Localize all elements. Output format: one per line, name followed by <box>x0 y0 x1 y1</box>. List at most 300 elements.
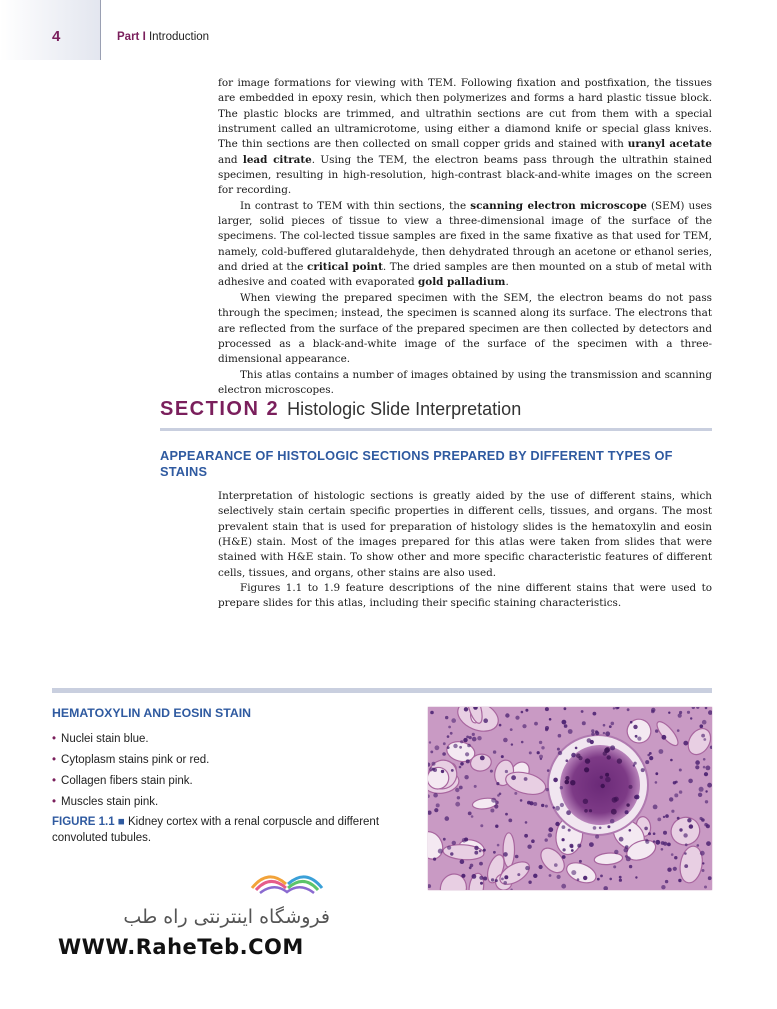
cell-nucleus <box>605 731 610 736</box>
caption-square-icon: ■ <box>117 816 125 828</box>
cell-nucleus <box>609 725 612 728</box>
cell-nucleus <box>464 707 468 711</box>
cell-nucleus <box>504 875 508 879</box>
cell-nucleus <box>684 864 688 868</box>
cell-nucleus <box>591 729 594 732</box>
cell-nucleus <box>555 822 559 826</box>
cell-nucleus <box>575 747 578 750</box>
cell-nucleus <box>562 838 565 841</box>
figure-bullet <box>52 750 209 771</box>
cell-nucleus <box>480 824 483 827</box>
cell-nucleus <box>515 716 519 720</box>
cell-nucleus <box>568 729 573 734</box>
cell-nucleus <box>451 718 456 723</box>
cell-nucleus <box>667 843 671 847</box>
cell-nucleus <box>528 881 531 884</box>
cell-nucleus <box>609 878 612 881</box>
cell-nucleus <box>674 793 678 797</box>
cell-nucleus <box>443 838 446 841</box>
cell-nucleus <box>539 755 543 759</box>
cell-nucleus <box>472 737 477 742</box>
cell-nucleus <box>450 732 453 735</box>
cell-nucleus <box>665 880 668 883</box>
cell-nucleus <box>701 818 705 822</box>
cell-nucleus <box>479 862 483 866</box>
text-run: When viewing the prepared specimen with the SEM, the electron beams do not pass through the specimen; instead, the specimen is scanned along its surface. The electrons that are reflected from the surface of the prepared specimen are then collected by detectors and processed as a black-and-white image of the surface of the specimen with a three-dimensional appearance. <box>218 291 712 366</box>
cell-nucleus <box>663 831 667 835</box>
cell-nucleus <box>644 827 648 831</box>
cell-nucleus <box>453 744 457 748</box>
figure-bullet-text: Cytoplasm stains pink or red. <box>61 754 210 766</box>
cell-nucleus <box>455 802 460 807</box>
cell-nucleus <box>562 720 567 725</box>
cell-nucleus <box>583 876 587 880</box>
cell-nucleus <box>625 810 629 814</box>
cell-nucleus <box>699 787 704 792</box>
part-title: Introduction <box>148 31 210 43</box>
text-run: for image formations for viewing with TEM. Following fixation and postfixation, the tissues are embedded in epoxy resin, which then polymerizes and forms a hard plastic tissue block. The plastic blocks are trimmed, and ultrathin sections are cut from them with a special instrument called an ultramicrotome, using either a diamond knife or special glass knives. The thin sections are then collected on small copper grids and stained with <box>218 77 712 151</box>
cell-nucleus <box>531 839 535 843</box>
cell-nucleus <box>452 841 456 845</box>
cell-nucleus <box>584 809 588 813</box>
cell-nucleus <box>595 835 599 839</box>
part-label: Part I <box>117 31 146 43</box>
cell-nucleus <box>629 785 633 789</box>
cell-nucleus <box>442 752 446 756</box>
cell-nucleus <box>706 766 711 771</box>
paragraph <box>218 199 712 291</box>
cell-nucleus <box>641 768 645 772</box>
cell-nucleus <box>605 747 610 752</box>
paragraph <box>218 368 712 399</box>
cell-nucleus <box>651 708 655 712</box>
cell-nucleus <box>472 733 475 736</box>
cell-nucleus <box>479 876 483 880</box>
cell-nucleus <box>505 713 509 717</box>
cell-nucleus <box>653 832 656 835</box>
cell-nucleus <box>549 874 552 877</box>
cell-nucleus <box>613 707 615 709</box>
cell-nucleus <box>479 850 482 853</box>
cell-nucleus <box>603 732 605 734</box>
cell-nucleus <box>702 720 707 725</box>
cell-nucleus <box>438 849 443 854</box>
cell-nucleus <box>610 745 615 750</box>
cell-nucleus <box>667 868 671 872</box>
cell-nucleus <box>471 815 474 818</box>
cell-nucleus <box>557 875 561 879</box>
watermark-url: WWW.RaheTeb.COM <box>58 935 304 959</box>
cell-nucleus <box>557 748 560 751</box>
cell-nucleus <box>703 738 706 741</box>
cell-nucleus <box>433 793 438 798</box>
cell-nucleus <box>560 786 563 789</box>
cell-nucleus <box>527 845 531 849</box>
cell-nucleus <box>595 730 598 733</box>
cell-nucleus <box>661 848 664 851</box>
cell-nucleus <box>704 772 708 776</box>
cell-nucleus <box>466 759 470 763</box>
cell-nucleus <box>447 735 450 738</box>
cell-nucleus <box>601 784 605 788</box>
cell-nucleus <box>546 788 549 791</box>
cell-nucleus <box>701 734 705 738</box>
cell-nucleus <box>704 886 707 889</box>
cell-nucleus <box>468 812 472 816</box>
figure-bullet-text: Nuclei stain blue. <box>61 733 149 745</box>
cell-nucleus <box>617 758 622 763</box>
text-run: In contrast to TEM with thin sections, the <box>240 199 471 212</box>
cell-nucleus <box>561 884 566 889</box>
book-logo-icon <box>246 862 328 896</box>
cell-nucleus <box>629 829 632 832</box>
cell-nucleus <box>607 755 611 759</box>
bold-term: scanning electron microscope <box>470 199 647 212</box>
cell-nucleus <box>432 768 435 771</box>
cell-nucleus <box>564 707 567 710</box>
cell-nucleus <box>568 829 571 832</box>
cell-nucleus <box>493 851 496 854</box>
cell-nucleus <box>495 879 498 882</box>
cell-nucleus <box>585 758 590 763</box>
cell-nucleus <box>529 751 532 754</box>
cell-nucleus <box>459 766 462 769</box>
cell-nucleus <box>549 718 552 721</box>
cell-nucleus <box>480 882 483 885</box>
cell-nucleus <box>705 790 707 792</box>
cell-nucleus <box>541 746 544 749</box>
cell-nucleus <box>503 881 507 885</box>
cell-nucleus <box>687 711 690 714</box>
cell-nucleus <box>704 823 708 827</box>
cell-nucleus <box>633 725 637 729</box>
section-name: Histologic Slide Interpretation <box>287 399 522 419</box>
cell-nucleus <box>633 764 635 766</box>
cell-nucleus <box>662 735 667 740</box>
cell-nucleus <box>467 744 471 748</box>
cell-nucleus <box>447 746 450 749</box>
cell-nucleus <box>435 745 440 750</box>
cell-nucleus <box>689 824 693 828</box>
cell-nucleus <box>629 865 632 868</box>
cell-nucleus <box>679 828 682 831</box>
cell-nucleus <box>684 852 687 855</box>
text-run: . Using the TEM, the electron beams pass through the ultrathin stained specimen, resulting in high-resolution, high-contrast black-and-white images on the screen for recording. <box>218 153 712 197</box>
cell-nucleus <box>539 741 542 744</box>
cell-nucleus <box>496 782 499 785</box>
section-rule <box>160 428 712 431</box>
cell-nucleus <box>607 825 610 828</box>
cell-nucleus <box>474 846 478 850</box>
body-text-top <box>218 76 712 398</box>
cell-nucleus <box>474 785 477 788</box>
cell-nucleus <box>545 728 548 731</box>
cell-nucleus <box>648 832 651 835</box>
cell-nucleus <box>584 767 589 772</box>
cell-nucleus <box>545 805 548 808</box>
cell-nucleus <box>653 840 655 842</box>
cell-nucleus <box>619 837 624 842</box>
cell-nucleus <box>600 776 603 779</box>
cell-nucleus <box>600 875 603 878</box>
cell-nucleus <box>522 724 526 728</box>
cell-nucleus <box>524 834 528 838</box>
cell-nucleus <box>683 833 687 837</box>
cell-nucleus <box>581 710 584 713</box>
cell-nucleus <box>525 866 529 870</box>
cell-nucleus <box>577 878 580 881</box>
cell-nucleus <box>483 877 487 881</box>
cell-nucleus <box>655 840 660 845</box>
cell-nucleus <box>514 792 517 795</box>
cell-nucleus <box>565 780 570 785</box>
cell-nucleus <box>645 760 649 764</box>
cell-nucleus <box>663 842 667 846</box>
cell-nucleus <box>505 770 508 773</box>
cell-nucleus <box>469 866 472 869</box>
cell-nucleus <box>576 753 581 758</box>
micrograph-image <box>428 707 712 890</box>
cell-nucleus <box>547 769 550 772</box>
cell-nucleus <box>529 801 533 805</box>
cell-nucleus <box>560 803 564 807</box>
cell-nucleus <box>459 786 463 790</box>
cell-nucleus <box>558 751 562 755</box>
cell-nucleus <box>614 797 619 802</box>
header-shade <box>0 0 100 60</box>
cell-nucleus <box>564 724 568 728</box>
cell-nucleus <box>464 775 468 779</box>
cell-nucleus <box>605 773 609 777</box>
cell-nucleus <box>558 734 562 738</box>
cell-nucleus <box>577 844 581 848</box>
cell-nucleus <box>635 795 640 800</box>
cell-nucleus <box>690 717 692 719</box>
cell-nucleus <box>494 804 498 808</box>
cell-nucleus <box>590 740 594 744</box>
cell-nucleus <box>511 775 516 780</box>
cell-nucleus <box>474 851 478 855</box>
cell-nucleus <box>570 780 575 785</box>
cell-nucleus <box>539 865 543 869</box>
bold-term: uranyl acetate <box>627 138 712 151</box>
cell-nucleus <box>455 788 459 792</box>
text-run: and <box>218 153 243 166</box>
cell-nucleus <box>700 724 704 728</box>
figure-label: FIGURE 1.1 <box>52 816 115 828</box>
cell-nucleus <box>637 737 641 741</box>
cell-nucleus <box>483 718 488 723</box>
subsection-heading: APPEARANCE OF HISTOLOGIC SECTIONS PREPARED BY DIFFERENT TYPES OF STAINS <box>160 448 673 479</box>
cell-nucleus <box>675 781 678 784</box>
cell-nucleus <box>626 803 629 806</box>
cell-nucleus <box>443 742 446 745</box>
cell-nucleus <box>469 736 472 739</box>
paragraph <box>218 581 712 612</box>
cell-nucleus <box>627 708 630 711</box>
text-run: (SEM) uses larger, solid pieces of tissue to view a three-dimensional image of the surface of the specimens. The col-lected tissue samples are fixed in the same fixative as that used for TEM, namely, cold-buffered glutaraldehyde, then dehydrated through an acetone or ethanol series, and dried at the <box>218 199 713 274</box>
cell-nucleus <box>499 724 502 727</box>
cell-nucleus <box>661 885 665 889</box>
cell-nucleus <box>655 729 658 732</box>
cell-nucleus <box>589 809 592 812</box>
cell-nucleus <box>517 873 520 876</box>
cell-nucleus <box>563 848 566 851</box>
figure-bullet <box>52 729 209 750</box>
paragraph <box>218 76 712 199</box>
cell-nucleus <box>537 751 540 754</box>
section-number: SECTION 2 <box>160 398 280 420</box>
cell-nucleus <box>555 806 560 811</box>
figure-bullet <box>52 771 209 792</box>
bullet-dot-icon: • <box>52 796 57 808</box>
cell-nucleus <box>430 711 434 715</box>
cell-nucleus <box>533 802 537 806</box>
cell-nucleus <box>501 755 504 758</box>
cell-nucleus <box>562 855 566 859</box>
cell-nucleus <box>545 838 548 841</box>
cell-nucleus <box>430 751 433 754</box>
figure-bullet <box>52 792 209 813</box>
kidney-cortex-micrograph <box>428 707 712 890</box>
body-text-section <box>218 489 712 612</box>
bold-term: critical point <box>307 261 383 274</box>
paragraph <box>218 291 712 368</box>
tubule-lumen <box>503 833 514 867</box>
cell-nucleus <box>619 879 622 882</box>
cell-nucleus <box>451 769 454 772</box>
cell-nucleus <box>668 712 670 714</box>
cell-nucleus <box>613 865 616 868</box>
cell-nucleus <box>583 799 588 804</box>
figure-bullet-text: Muscles stain pink. <box>61 796 159 808</box>
cell-nucleus <box>460 859 465 864</box>
watermark-store-name: فروشگاه اینترنتی راه طب <box>123 906 330 928</box>
cell-nucleus <box>593 826 597 830</box>
cell-nucleus <box>448 726 451 729</box>
cell-nucleus <box>520 799 523 802</box>
cell-nucleus <box>429 741 431 743</box>
page-number: 4 <box>52 28 61 45</box>
text-run: Figures 1.1 to 1.9 feature descriptions of the nine different stains that were used to prepare slides for this atlas, including their specific staining characteristics. <box>218 582 712 610</box>
cell-nucleus <box>447 846 451 850</box>
cell-nucleus <box>706 841 711 846</box>
cell-nucleus <box>619 876 622 879</box>
cell-nucleus <box>655 772 658 775</box>
cell-nucleus <box>434 808 438 812</box>
cell-nucleus <box>655 781 658 784</box>
cell-nucleus <box>670 759 673 762</box>
cell-nucleus <box>611 809 617 815</box>
cell-nucleus <box>515 855 519 859</box>
cell-nucleus <box>624 848 629 853</box>
bullet-dot-icon: • <box>52 733 57 745</box>
cell-nucleus <box>671 853 674 856</box>
cell-nucleus <box>433 858 436 861</box>
cell-nucleus <box>649 756 653 760</box>
cell-nucleus <box>441 770 444 773</box>
text-run: This atlas contains a number of images obtained by using the transmission and scanning electron microscopes. <box>218 368 712 396</box>
cell-nucleus <box>566 810 571 815</box>
cell-nucleus <box>497 794 500 797</box>
cell-nucleus <box>605 777 611 783</box>
cell-nucleus <box>445 816 450 821</box>
cell-nucleus <box>483 849 486 852</box>
cell-nucleus <box>669 797 673 801</box>
cell-nucleus <box>503 852 508 857</box>
cell-nucleus <box>450 852 453 855</box>
cell-nucleus <box>707 783 712 788</box>
cell-nucleus <box>677 817 680 820</box>
cell-nucleus <box>541 804 544 807</box>
cell-nucleus <box>687 818 691 822</box>
cell-nucleus <box>565 776 569 780</box>
cell-nucleus <box>695 765 699 769</box>
cell-nucleus <box>463 738 467 742</box>
running-head <box>117 31 209 43</box>
cell-nucleus <box>525 709 528 712</box>
cell-nucleus <box>460 740 463 743</box>
cell-nucleus <box>653 805 658 810</box>
cell-nucleus <box>472 874 477 879</box>
cell-nucleus <box>673 867 677 871</box>
cell-nucleus <box>548 827 553 832</box>
header-divider <box>100 0 101 60</box>
cell-nucleus <box>659 749 664 754</box>
cell-nucleus <box>635 876 637 878</box>
cell-nucleus <box>698 793 702 797</box>
cell-nucleus <box>510 728 513 731</box>
cell-nucleus <box>465 752 469 756</box>
cell-nucleus <box>553 806 555 808</box>
cell-nucleus <box>497 844 500 847</box>
cell-nucleus <box>702 862 704 864</box>
cell-nucleus <box>603 724 606 727</box>
cell-nucleus <box>503 738 508 743</box>
cell-nucleus <box>571 753 576 758</box>
cell-nucleus <box>610 819 615 824</box>
cell-nucleus <box>679 711 682 714</box>
bold-term: lead citrate <box>242 153 312 166</box>
cell-nucleus <box>480 756 485 761</box>
cell-nucleus <box>688 779 693 784</box>
cell-nucleus <box>534 722 538 726</box>
text-run: Interpretation of histologic sections is greatly aided by the use of different stains, which selectively stain certain specific properties in different cells, tissues, and organs. The most prevalent stain that is used for preparation of histology slides is the hematoxylin and eosin (H&E) stain. Most of the images prepared for this atlas were taken from slides that were stained with H&E stain. To show other and more specific characteristic features of different cells, tissues, and organs, other stains are also used. <box>218 490 712 579</box>
cell-nucleus <box>491 878 494 881</box>
cell-nucleus <box>645 839 648 842</box>
cell-nucleus <box>674 856 677 859</box>
cell-nucleus <box>677 729 680 732</box>
cell-nucleus <box>571 870 576 875</box>
cell-nucleus <box>445 716 448 719</box>
cell-nucleus <box>702 869 705 872</box>
cell-nucleus <box>464 838 468 842</box>
cell-nucleus <box>635 735 638 738</box>
cell-nucleus <box>611 722 615 726</box>
cell-nucleus <box>683 741 688 746</box>
cell-nucleus <box>625 855 628 858</box>
cell-nucleus <box>685 843 688 846</box>
cell-nucleus <box>533 874 537 878</box>
cell-nucleus <box>511 743 513 745</box>
bullet-dot-icon: • <box>52 775 57 787</box>
cell-nucleus <box>582 721 586 725</box>
cell-nucleus <box>570 845 573 848</box>
figure-heading: HEMATOXYLIN AND EOSIN STAIN <box>52 706 252 720</box>
section-title <box>160 398 521 421</box>
figure-bullet-text: Collagen fibers stain pink. <box>61 775 193 787</box>
cell-nucleus <box>657 818 661 822</box>
